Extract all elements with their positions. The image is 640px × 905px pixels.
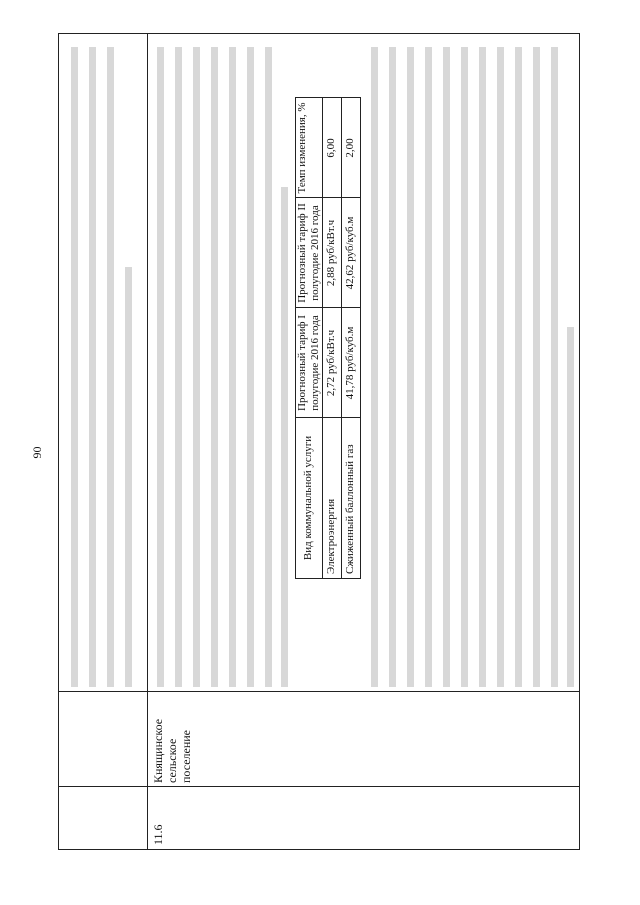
text-line (71, 47, 78, 687)
text-line (551, 47, 558, 687)
table-cell: 2,72 руб/кВт.ч (325, 329, 337, 397)
table-cell: 2,88 руб/кВт.ч (325, 219, 337, 287)
table-cell: 2,00 (344, 138, 356, 158)
settlement-name: Княщинское сельское поселение (151, 718, 193, 783)
table-cell: 41,78 руб/куб.м (344, 326, 356, 400)
tariff-table (295, 97, 361, 579)
text-line (125, 267, 132, 687)
table-header: Прогнозный тариф II полугодие 2016 года (296, 203, 321, 303)
table-header: Темп изменения, % (296, 102, 308, 194)
text-line (533, 47, 540, 687)
text-line (567, 327, 574, 687)
text-line (107, 47, 114, 687)
text-line (461, 47, 468, 687)
table-header: Прогнозный тариф I полугодие 2016 года (296, 315, 321, 411)
text-line (281, 187, 288, 687)
text-line (371, 47, 378, 687)
table-cell: Электроэнергия (325, 498, 337, 574)
text-line (89, 47, 96, 687)
table-cell: 6,00 (325, 138, 337, 158)
text-line (515, 47, 522, 687)
text-line (193, 47, 200, 687)
number-column (59, 786, 579, 849)
text-line (265, 47, 272, 687)
table-cell: 42,62 руб/куб.м (344, 216, 356, 290)
table-cell: Сжиженный баллонный газ (344, 444, 356, 574)
text-line (497, 47, 504, 687)
page-number: 90 (30, 446, 44, 459)
text-line (157, 47, 164, 687)
text-line (443, 47, 450, 687)
name-column (59, 691, 579, 787)
text-line (389, 47, 396, 687)
text-line (425, 47, 432, 687)
document-table (58, 33, 580, 850)
table-header: Вид коммунальной услуги (302, 435, 314, 561)
text-line (479, 47, 486, 687)
row-number: 11.6 (151, 824, 165, 845)
text-line (175, 47, 182, 687)
text-line (247, 47, 254, 687)
text-line (407, 47, 414, 687)
text-line (211, 47, 218, 687)
text-line (229, 47, 236, 687)
